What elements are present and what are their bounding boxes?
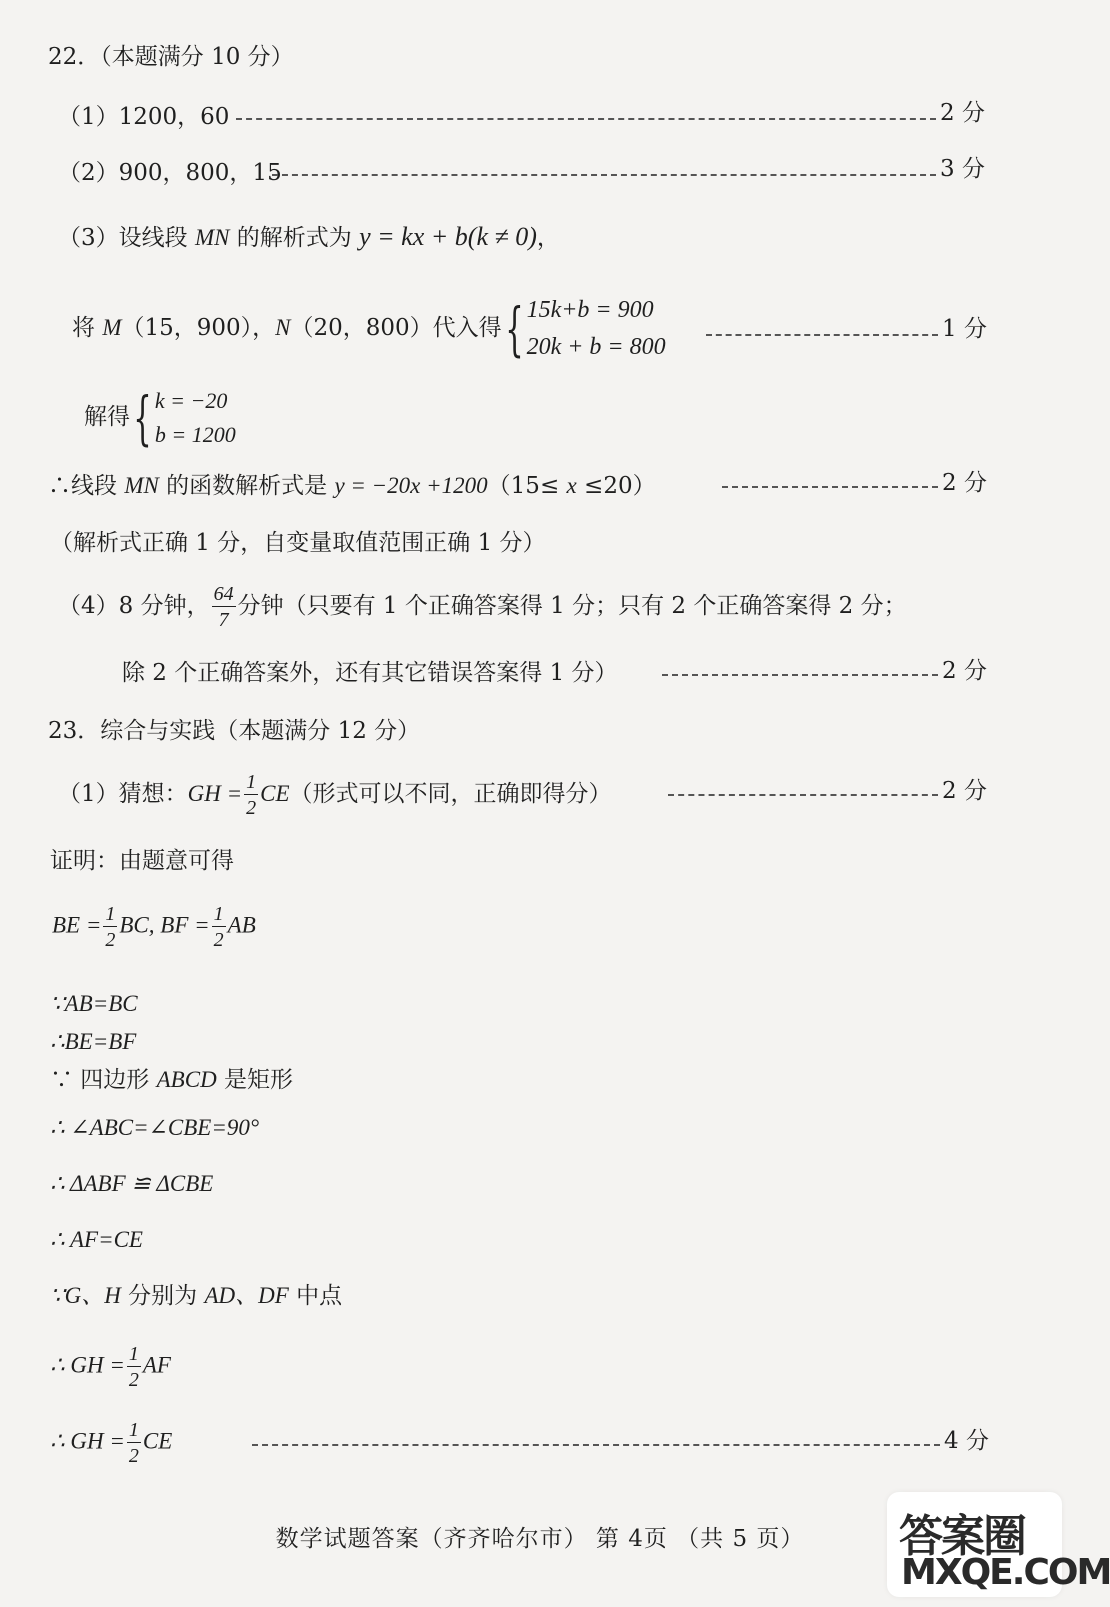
solution-k: k = −20: [154, 388, 228, 413]
solution-b: b = 1200: [154, 422, 236, 448]
dotted-leader: [668, 794, 938, 796]
dotted-leader: [272, 174, 936, 176]
proof-step-3: ∵ 四边形 ABCD 是矩形: [50, 1067, 293, 1093]
q23-conjecture: （1）猜想：GH = $\frac{1}{2}$ CE（形式可以不同，正确即得分）: [58, 771, 612, 819]
fraction-64-7: $\frac{64}{7}$: [213, 583, 234, 631]
q22-title: 22．（本题满分 10 分）: [48, 44, 294, 70]
score-label: 4 分: [944, 1428, 989, 1454]
proof-step-1: ∵AB=BC: [50, 991, 138, 1016]
proof-step-2: ∴BE=BF: [50, 1029, 137, 1054]
proof-step-9: ∴ GH = $\frac{1}{2}$ CE: [50, 1419, 173, 1467]
proof-step-5: ∴ ΔABF ≌ ΔCBE: [50, 1171, 214, 1196]
fraction-half: $\frac{1}{2}$: [128, 1419, 139, 1467]
score-label: 2 分: [942, 778, 987, 804]
proof-step-8: ∴ GH = $\frac{1}{2}$ AF: [50, 1343, 171, 1391]
q23-title: 23．综合与实践（本题满分 12 分）: [48, 718, 421, 744]
left-brace: {: [133, 384, 152, 453]
proof-intro: 证明：由题意可得: [50, 848, 234, 874]
q22-scoring-note: （解析式正确 1 分，自变量取值范围正确 1 分）: [50, 530, 546, 556]
q22-part4: （4）8 分钟， $\frac{64}{7}$ 分钟（只要有 1 个正确答案得 1 分；只有 2 个正确答案得 2 分；: [58, 583, 907, 631]
q22-part4-cont: 除 2 个正确答案外，还有其它错误答案得 1 分）: [122, 660, 618, 686]
watermark-logo: [887, 1492, 1110, 1597]
fraction-half: $\frac{1}{2}$: [128, 1343, 139, 1391]
left-brace: {: [504, 295, 524, 364]
dotted-leader: [236, 118, 936, 120]
q22-part2: （2）900，800，15: [58, 160, 282, 186]
q22-substitution: 将 M（15，900），N（20，800）代入得{ 15k+b = 900 20k + b = 800: [72, 295, 666, 364]
dotted-leader: [706, 334, 938, 336]
watermark-line-2: MXQE.COM: [901, 1552, 1110, 1593]
q22-solution: 解得{ k = −20 b = 1200: [84, 384, 236, 453]
q22-conclusion: ∴线段 MN 的函数解析式是 y = −20x +1200（15≤ x ≤20）: [48, 473, 656, 499]
q22-part1: （1）1200，60: [58, 104, 230, 130]
fraction-half: $\frac{1}{2}$: [105, 903, 116, 951]
equation-2: 20k + b = 800: [526, 334, 666, 361]
proof-be-bf: BE = $\frac{1}{2}$ BC, BF = $\frac{1}{2}$ AB: [52, 903, 256, 951]
score-label: 2 分: [942, 470, 987, 496]
dotted-leader: [252, 1444, 940, 1446]
score-label: 1 分: [942, 316, 987, 342]
fraction-half: $\frac{1}{2}$: [213, 903, 224, 951]
equation-1: 15k+b = 900: [526, 297, 654, 323]
fraction-half: $\frac{1}{2}$: [246, 771, 257, 819]
proof-step-7: ∵G、H 分别为 AD、DF 中点: [50, 1283, 343, 1309]
score-label: 2 分: [940, 100, 985, 126]
proof-step-6: ∴ AF=CE: [50, 1227, 143, 1252]
dotted-leader: [662, 674, 938, 676]
score-label: 3 分: [940, 156, 985, 182]
proof-step-4: ∴ ∠ABC=∠CBE=90°: [50, 1115, 260, 1140]
score-label: 2 分: [942, 658, 987, 684]
dotted-leader: [722, 486, 938, 488]
watermark-line-1: 答案圈: [899, 1511, 1025, 1562]
page-footer: 数学试题答案（齐齐哈尔市） 第 4页 （共 5 页）: [275, 1526, 805, 1552]
q22-part3-intro: （3）设线段 MN 的解析式为 y = kx + b(k ≠ 0)，: [58, 222, 560, 251]
